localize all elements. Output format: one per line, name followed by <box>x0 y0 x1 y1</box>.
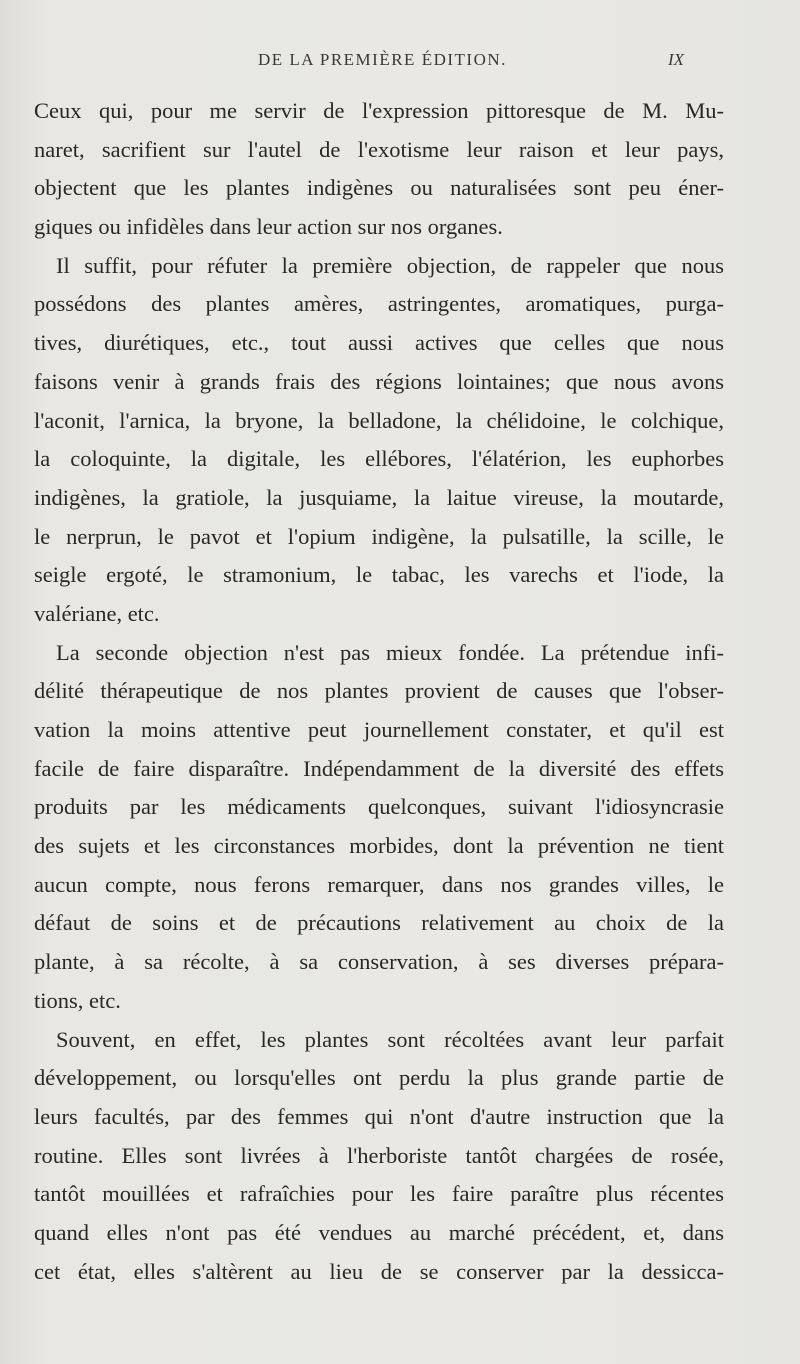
text-line: objectent que les plantes indigènes ou naturalisées sont peu éner- <box>34 175 724 201</box>
text-line: défaut de soins et de précautions relativement au choix de la <box>34 910 724 936</box>
text-line: l'aconit, l'arnica, la bryone, la belladone, la chélidoine, le colchique, <box>34 407 724 433</box>
text-line: leurs facultés, par des femmes qui n'ont d'autre instruction que la <box>34 1103 724 1129</box>
running-head <box>0 50 800 76</box>
text-line: possédons des plantes amères, astringentes, aromatiques, purga- <box>34 291 724 317</box>
text-line: faisons venir à grands frais des régions lointaines; que nous avons <box>34 368 724 394</box>
text-line: La seconde objection n'est pas mieux fondée. La prétendue infi- <box>56 639 724 665</box>
text-line: valériane, etc. <box>34 600 160 626</box>
text-line: tions, etc. <box>34 987 121 1013</box>
page-number: IX <box>668 50 685 69</box>
text-line: routine. Elles sont livrées à l'herboriste tantôt chargées de rosée, <box>34 1142 724 1168</box>
text-line: giques ou infidèles dans leur action sur nos organes. <box>34 214 503 240</box>
text-line: cet état, elles s'altèrent au lieu de se conserver par la dessicca- <box>34 1258 724 1284</box>
text-line: quand elles n'ont pas été vendues au marché précédent, et, dans <box>34 1219 724 1245</box>
text-line: aucun compte, nous ferons remarquer, dans nos grandes villes, le <box>34 871 724 897</box>
text-line: tantôt mouillées et rafraîchies pour les faire paraître plus récentes <box>34 1181 724 1207</box>
text-line: seigle ergoté, le stramonium, le tabac, les varechs et l'iode, la <box>34 562 724 588</box>
text-line: naret, sacrifient sur l'autel de l'exotisme leur raison et leur pays, <box>34 136 724 162</box>
text-line: développement, ou lorsqu'elles ont perdu la plus grande partie de <box>34 1065 724 1091</box>
text-line: Ceux qui, pour me servir de l'expression pittoresque de M. Mu- <box>34 98 724 123</box>
text-line: produits par les médicaments quelconques, suivant l'idiosyncrasie <box>34 794 724 820</box>
text-line: plante, à sa récolte, à sa conservation, à ses diverses prépara- <box>34 949 724 975</box>
text-line: tives, diurétiques, etc., tout aussi actives que celles que nous <box>34 330 724 356</box>
text-line: vation la moins attentive peut journellement constater, et qu'il est <box>34 717 724 742</box>
running-title: DE LA PREMIÈRE ÉDITION. <box>258 50 507 69</box>
text-line: indigènes, la gratiole, la jusquiame, la laitue vireuse, la moutarde, <box>34 484 724 510</box>
text-line: Il suffit, pour réfuter la première objection, de rappeler que nous <box>56 252 724 278</box>
text-line: la coloquinte, la digitale, les ellébores, l'élatérion, les euphorbes <box>34 446 724 472</box>
text-line: Souvent, en effet, les plantes sont récoltées avant leur parfait <box>56 1026 724 1052</box>
text-line: délité thérapeutique de nos plantes provient de causes que l'obser- <box>34 678 724 704</box>
text-line: le nerprun, le pavot et l'opium indigène, la pulsatille, la scille, le <box>34 523 724 549</box>
text-line: des sujets et les circonstances morbides, dont la prévention ne tient <box>34 833 724 859</box>
body-text <box>34 92 724 1291</box>
text-line: facile de faire disparaître. Indépendamment de la diversité des effets <box>34 755 724 781</box>
